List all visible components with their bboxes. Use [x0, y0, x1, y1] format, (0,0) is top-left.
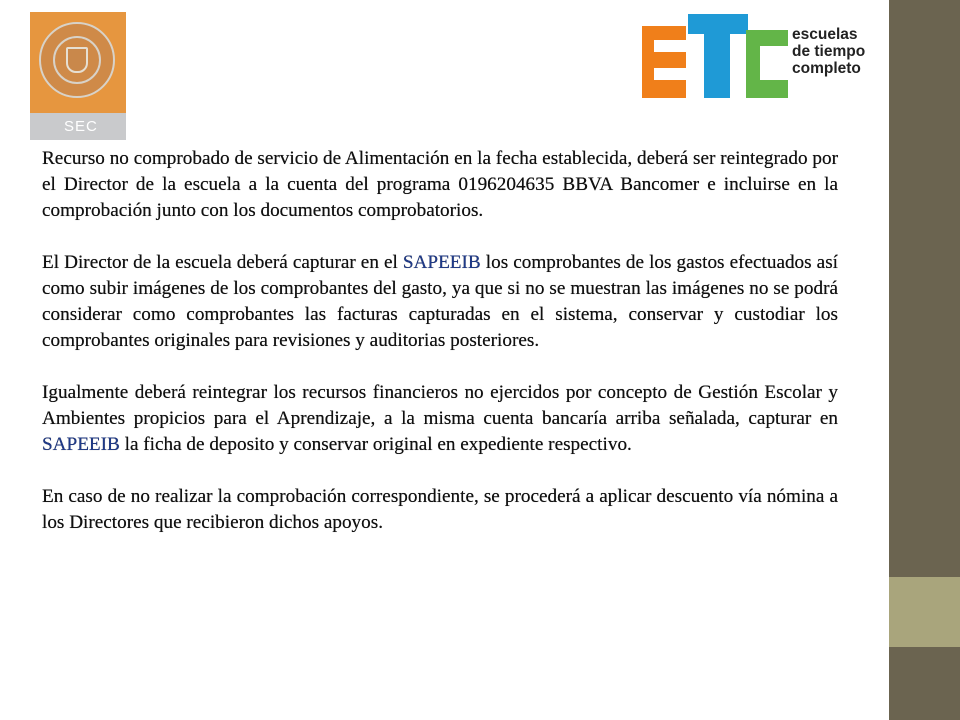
seal-ring — [53, 36, 101, 84]
paragraph-unspent-funds — [42, 380, 838, 458]
paragraph-unspent-before: Igualmente deberá reintegrar los recursos financieros no ejercidos por concepto de Gestión Escolar y Ambientes propicios para el Aprendizaje, a la misma cuenta bancaría arriba señalada, capturar en — [42, 382, 838, 429]
body-text — [42, 146, 838, 562]
etc-logo — [640, 12, 882, 100]
paragraph-unspent-after: la ficha de deposito y conservar original en expediente respectivo. — [119, 434, 632, 455]
state-seal-icon — [39, 22, 115, 98]
paragraph-capture — [42, 250, 838, 354]
shield-icon — [66, 47, 88, 73]
sapeeib-highlight-2: SAPEEIB — [42, 434, 120, 455]
sidebar-accent-band — [889, 577, 960, 647]
sec-logo — [30, 12, 126, 140]
etc-t-block — [688, 14, 748, 34]
etc-tagline-line-2: de tiempo — [792, 43, 866, 60]
etc-letters-icon — [640, 12, 790, 100]
paragraph-reimbursement: Recurso no comprobado de servicio de Alimentación en la fecha establecida, deberá ser reintegrado por el Director de la escuela a la cuenta del programa 0196204635 BBVA Bancomer e incluirse en la comprobación junto con los documentos comprobatorios. — [42, 148, 838, 221]
sec-label: SEC — [64, 118, 98, 135]
etc-e-block — [642, 26, 686, 98]
paragraph-capture-before: El Director de la escuela deberá capturar en el — [42, 252, 403, 273]
etc-tagline — [792, 26, 865, 77]
paragraph-capture-after: los comprobantes de los gastos efectuados así como subir imágenes de los comprobantes del gasto, ya que si no se muestran las imágenes no se podrá considerar como comprobantes las facturas capturadas en el sistema, conservar y custodiar los comprobantes originales para revisiones y auditorias posteriores. — [42, 252, 838, 351]
paragraph-penalty: En caso de no realizar la comprobación correspondiente, se procederá a aplicar descuento vía nómina a los Directores que recibieron dichos apoyos. — [42, 486, 838, 533]
etc-tagline-line-1: escuelas — [792, 26, 858, 43]
etc-tagline-line-3: completo — [792, 60, 861, 77]
sapeeib-highlight: SAPEEIB — [402, 252, 481, 273]
